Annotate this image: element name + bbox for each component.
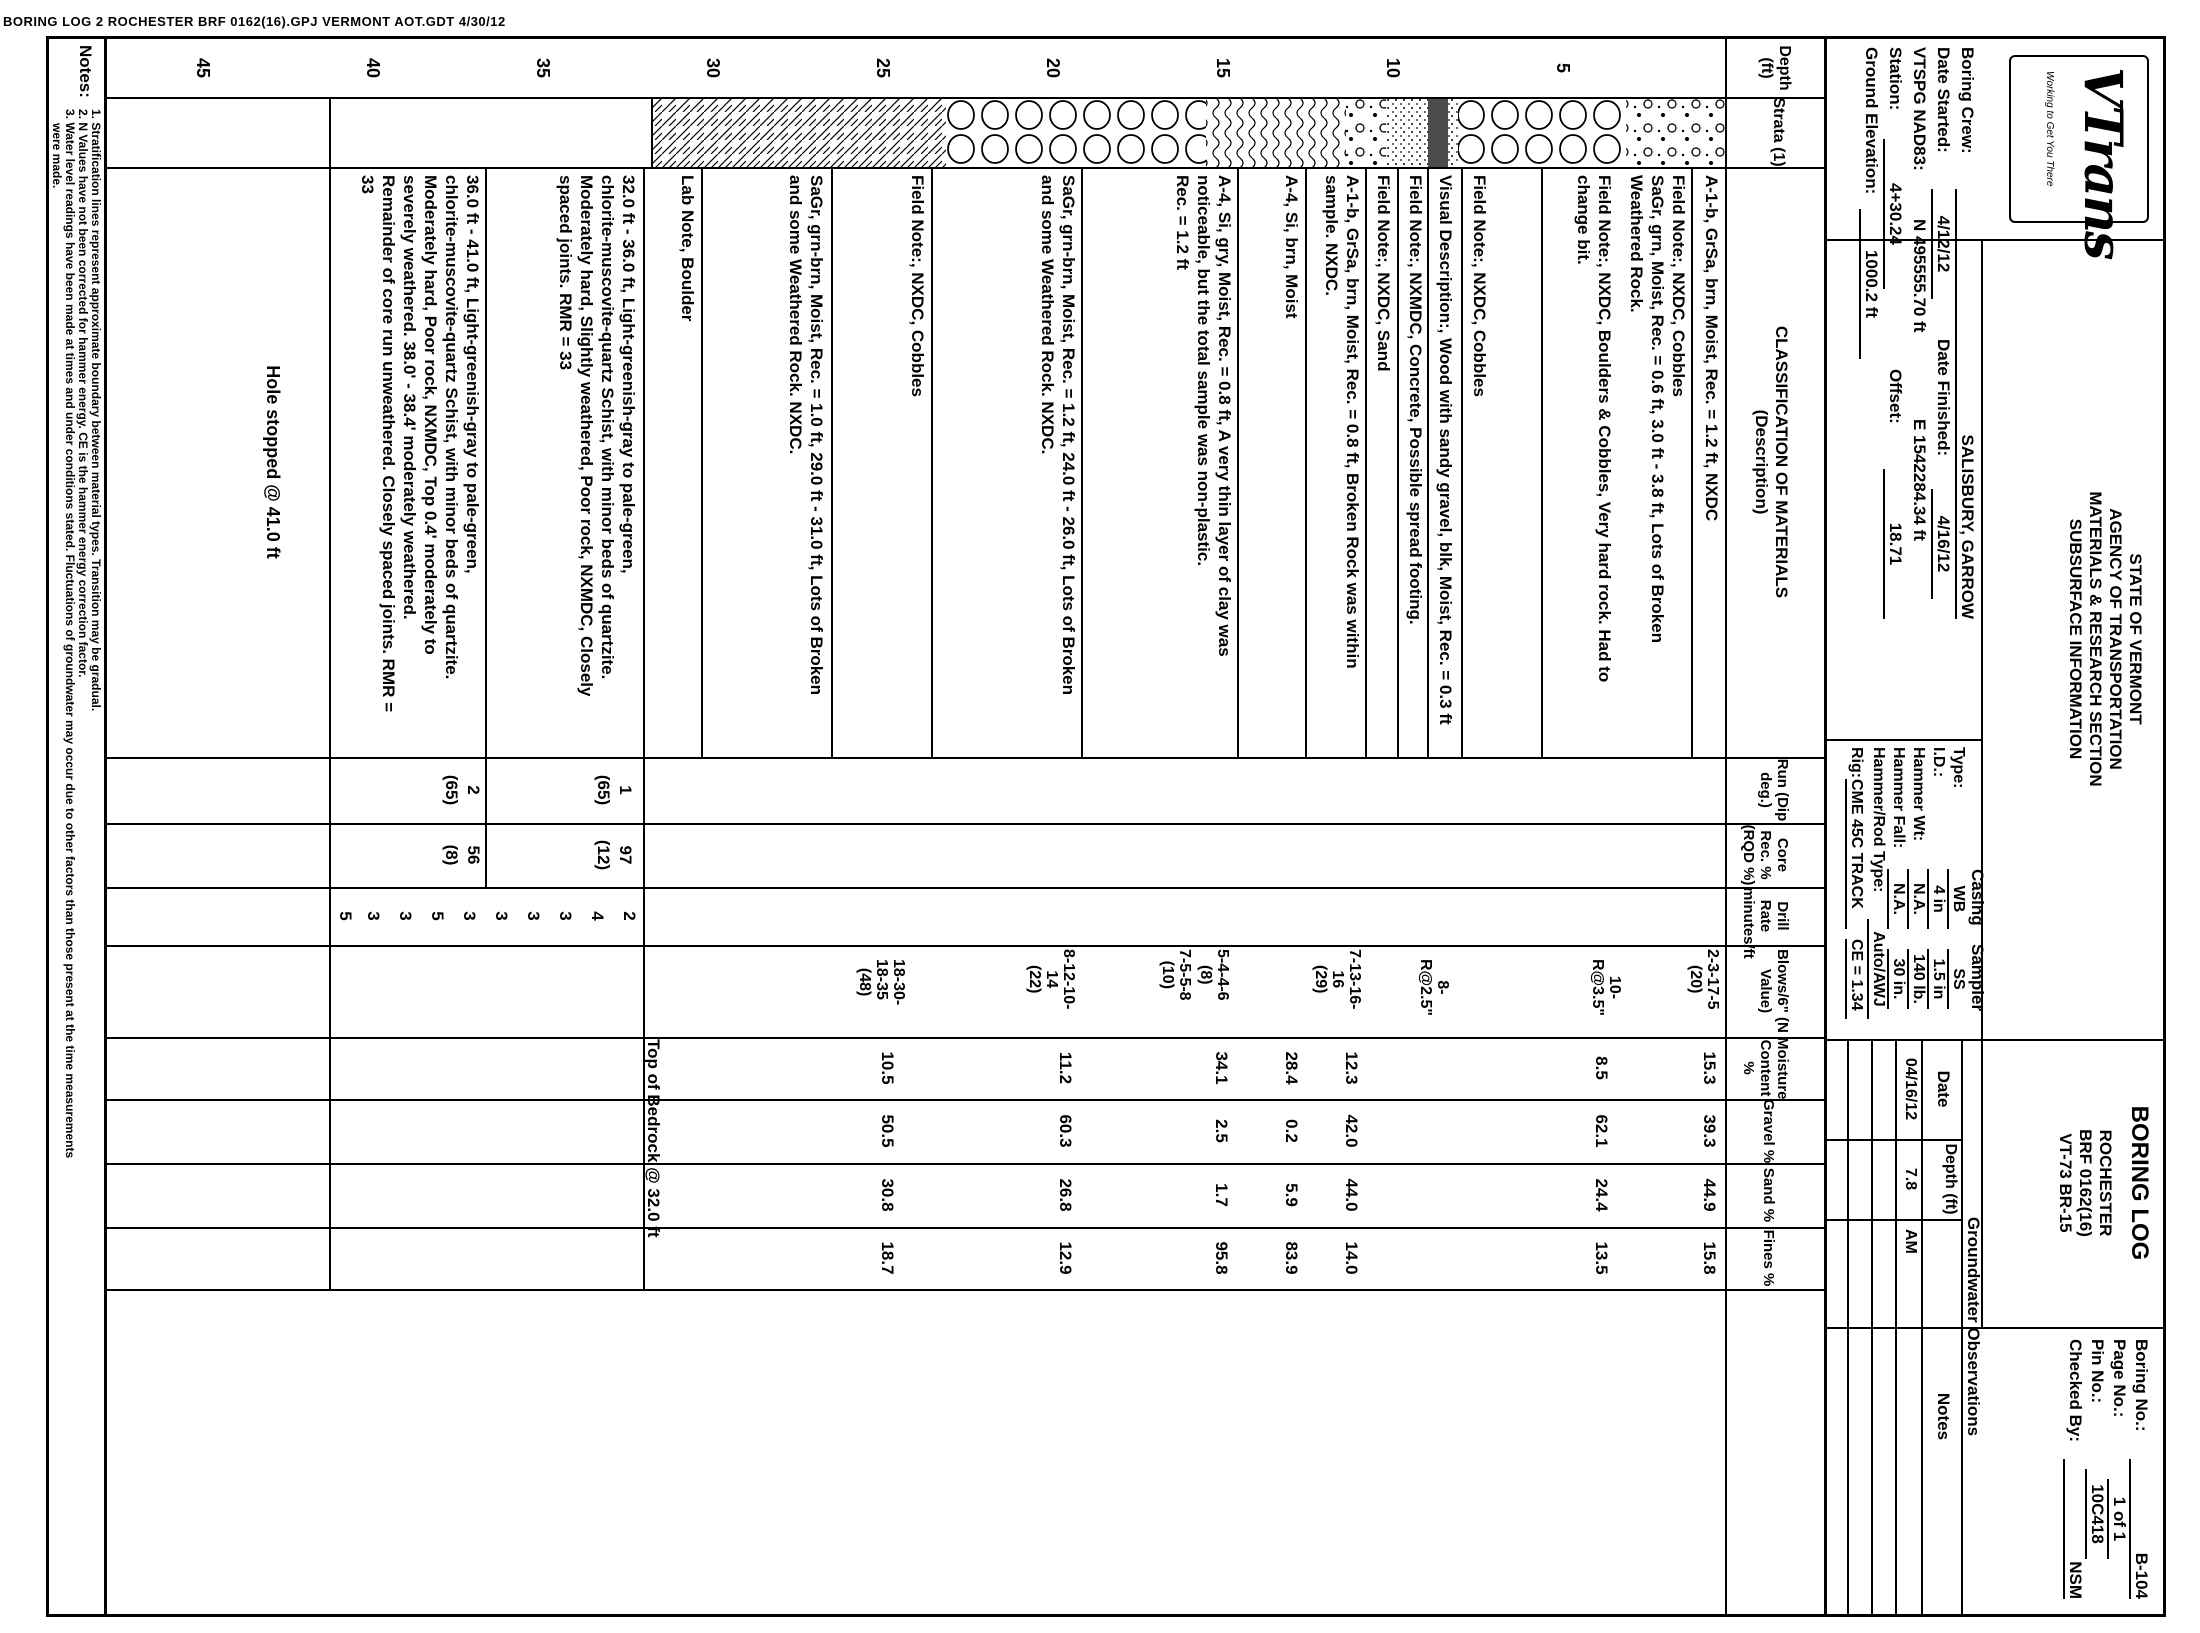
drill-rate-6: 3 — [460, 911, 479, 921]
hole-stopped-note: Hole stopped @ 41.0 ft — [263, 365, 283, 559]
vline-class — [107, 757, 1827, 759]
run-1-core: 97 — [616, 845, 635, 865]
sample-6-moisture: 34.1 — [1212, 1051, 1231, 1085]
desc-8-line-2: sample. NXDC. — [1322, 175, 1341, 296]
drill-rate-3: 3 — [556, 911, 575, 921]
gw-notes-value: AM — [1902, 1229, 1919, 1254]
description-11 — [1037, 175, 1079, 695]
col-depth-header: Depth (ft) — [1758, 45, 1793, 91]
northing-value: N 495555.70 ft — [1910, 219, 1929, 333]
desc-3-line-1: Field Note:, NXDC, Boulders & Cobbles, Very hard rock. Had to — [1595, 175, 1614, 683]
vline-strata — [107, 167, 1827, 169]
gw-depth-label: Depth (ft) — [1942, 1143, 1959, 1215]
desc-16-line-6: 33 — [358, 175, 377, 194]
sample-6-blows — [1197, 949, 1231, 1001]
drill-rate-4: 3 — [524, 911, 543, 921]
colhead-divider — [1725, 39, 1727, 1614]
pin-label: Pin No.: — [2088, 1339, 2107, 1404]
route-bridge: VT-73 BR-15 — [2056, 1133, 2075, 1233]
crew-value: SALISBURY, GARROW — [1955, 189, 1977, 619]
col-run-header: Run (Dip deg.) — [1757, 758, 1791, 822]
station-value: 4+30.24 — [1883, 139, 1905, 289]
date-finished-label: Date Finished: — [1934, 339, 1953, 457]
type-sampler: SS — [1947, 949, 1967, 1009]
col-fines-header: Fines % — [1760, 1229, 1777, 1287]
rig-value: CME 45C TRACK — [1845, 779, 1865, 929]
vtrans-logo — [2009, 55, 2149, 259]
desc-2-line-1: Field Note:, NXDC, Cobbles — [1669, 175, 1688, 397]
stratum-line-13 — [485, 167, 487, 757]
run-2-rqd: (8) — [442, 844, 461, 866]
description-3 — [1573, 175, 1615, 682]
header-vline-3 — [1827, 1327, 2163, 1329]
vline-fines — [107, 1289, 1827, 1291]
desc-15-line-2: chlorite-muscovite-quartz Schist, with minor beds of quartzite. — [598, 175, 617, 680]
description-12 — [907, 175, 927, 397]
stratum-line-8 — [1237, 167, 1239, 757]
col-strata-header: Strata (1) — [1770, 97, 1787, 167]
depth-tick-45: 45 — [193, 57, 213, 79]
sample-8-blow-last: 14 — [1043, 970, 1060, 989]
equip-vline — [1827, 739, 1983, 741]
description-14 — [677, 175, 697, 321]
sample-4-fines: 14.0 — [1342, 1241, 1361, 1275]
col-blows-header: Blows/6" (N Value) — [1757, 949, 1791, 1033]
sample-1-fines: 15.8 — [1700, 1241, 1719, 1275]
hole-end-line — [329, 97, 331, 1289]
depth-tick-15: 15 — [1213, 57, 1233, 79]
description-7 — [1373, 175, 1393, 371]
sample-4-blows — [1312, 949, 1363, 1009]
desc-10-line-1: A-4, Si, gry, Moist, Rec. = 0.8 ft, A very thin layer of clay was — [1215, 175, 1234, 657]
drill-rate-10: 5 — [336, 911, 355, 921]
desc-7-line-1: Field Note:, NXDC, Sand — [1374, 175, 1393, 372]
type-casing: WB — [1947, 869, 1967, 929]
sample-2-blow-counts: 10- — [1606, 975, 1623, 1000]
vline-drill — [107, 945, 1827, 947]
desc-13-line-2: and some Weathered Rock. NXDC. — [786, 175, 805, 455]
col-sand-header: Sand % — [1760, 1167, 1777, 1223]
drill-rate-1: 2 — [620, 911, 639, 921]
stratum-line-11 — [831, 167, 833, 757]
description-13 — [785, 175, 827, 695]
desc-13-line-1: SaGr, grn-brn, Moist, Rec. = 1.0 ft, 29.0 ft - 31.0 ft, Lots of Broken — [807, 175, 826, 696]
gw-date-value: 04/16/12 — [1902, 1057, 1919, 1121]
offset-value: 18.71 — [1883, 469, 1905, 619]
sample-9-fines: 18.7 — [878, 1241, 897, 1275]
drill-rate-2: 4 — [588, 911, 607, 921]
sample-6-gravel: 2.5 — [1212, 1119, 1231, 1143]
run-1-dip: (65) — [594, 774, 613, 806]
description-15 — [555, 175, 639, 696]
desc-11-line-2: and some Weathered Rock. NXDC. — [1038, 175, 1057, 455]
stratum-line-7 — [1305, 167, 1307, 757]
header-divider — [1824, 39, 1827, 1614]
sample-5-gravel: 0.2 — [1282, 1119, 1301, 1143]
pin-value: 10C418 — [2085, 1469, 2107, 1559]
col-class-header: CLASSIFICATION OF MATERIALS — [1772, 325, 1791, 599]
gw-row-line-2 — [1871, 1039, 1873, 1614]
gw-row-line-3 — [1847, 1039, 1849, 1614]
col-desc-header: (Description) — [1752, 409, 1771, 515]
sample-6-sand: 1.7 — [1212, 1183, 1231, 1207]
gw-date-label: Date — [1934, 1070, 1953, 1108]
desc-15-line-4: spaced joints. RMR = 33 — [556, 175, 575, 371]
notes-divider — [104, 39, 107, 1614]
description-2 — [1626, 175, 1689, 643]
desc-15-line-3: Moderately hard, Slightly weathered, Poor rock, NXMDC, Closely — [577, 175, 596, 697]
desc-2-line-2: SaGr, grn, Moist, Rec. = 0.6 ft, 3.0 ft - 3.8 ft, Lots of Broken — [1648, 175, 1667, 644]
depth-tick-20: 20 — [1043, 57, 1063, 79]
desc-16-line-2: chlorite-muscovite-quartz Schist, with minor beds of quartzite. — [442, 175, 461, 680]
stratum-line-2 — [1541, 167, 1543, 757]
page-no-value: 1 of 1 — [2107, 1479, 2129, 1559]
description-1 — [1701, 175, 1721, 521]
ground-elevation-value: 1000.2 ft — [1859, 209, 1881, 359]
note-3: 3. Water level readings have been made at times and under conditions stated. Fluctuations of groundwater may occur due to other factors than those present at the time measurements — [63, 109, 77, 1159]
run-2-core: 56 — [464, 845, 483, 865]
sample-4-sand: 44.0 — [1342, 1178, 1361, 1212]
desc-6-line-1: Field Note:, NXMDC, Concrete, Possible spread footing. — [1406, 175, 1425, 625]
stratum-line-5 — [1397, 167, 1399, 757]
vline-moist — [107, 1099, 1827, 1101]
depth-tick-10: 10 — [1383, 57, 1403, 79]
description-4 — [1469, 175, 1489, 397]
description-9 — [1281, 175, 1301, 319]
hammer-fall-label: Hammer Fall: — [1890, 747, 1907, 849]
date-started-value: 4/12/12 — [1931, 189, 1953, 299]
run-2-dip: (65) — [442, 774, 461, 806]
date-finished-value: 4/16/12 — [1931, 489, 1953, 599]
wt-sampler: 140 lb. — [1907, 949, 1927, 1009]
sample-4-moisture: 12.3 — [1342, 1051, 1361, 1085]
desc-4-line-1: Field Note:, NXDC, Cobbles — [1470, 175, 1489, 397]
sample-1-gravel: 39.3 — [1700, 1114, 1719, 1148]
stratum-line-9 — [1081, 167, 1083, 757]
sample-1-n-value: (20) — [1687, 965, 1704, 994]
sample-7-blow-counts: 7-5-5-8 — [1176, 949, 1193, 1001]
casing-label: Casing — [1968, 869, 1987, 926]
sampler-label: Sampler — [1968, 944, 1987, 1012]
fall-casing: N.A. — [1887, 869, 1907, 929]
id-casing: 4 in — [1927, 869, 1947, 929]
sample-2-sand: 24.4 — [1592, 1178, 1611, 1212]
rod-type-value: Auto/AWJ — [1867, 919, 1887, 1019]
wt-casing: N.A. — [1907, 869, 1927, 929]
top-of-bedrock-note: Top of Bedrock @ 32.0 ft — [644, 1039, 663, 1238]
gw-notes-label: Notes — [1934, 1392, 1953, 1441]
sample-8-blow-counts: 8-12-10- — [1060, 949, 1077, 1010]
town-name: ROCHESTER — [2096, 1129, 2115, 1237]
date-started-label: Date Started: — [1934, 47, 1953, 153]
id-label: I.D.: — [1930, 747, 1947, 778]
note-3-cont: were made. — [50, 123, 64, 189]
note-2: 2. N Values have not been corrected for hammer energy. CE is the hammer energy correction factor. — [76, 109, 90, 678]
sample-1-moisture: 15.3 — [1700, 1051, 1719, 1085]
stratum-line-12 — [701, 167, 703, 757]
sample-8-n-value: (22) — [1026, 965, 1043, 994]
sample-9-gravel: 50.5 — [878, 1114, 897, 1148]
boring-log-sheet — [46, 36, 2166, 1617]
sample-1-sand: 44.9 — [1700, 1178, 1719, 1212]
run-1-rqd: (12) — [594, 839, 613, 871]
sample-9-blow-counts: 18-30- — [890, 959, 907, 1006]
description-5 — [1435, 175, 1455, 725]
offset-label: Offset: — [1886, 369, 1905, 424]
sample-6-fines: 95.8 — [1212, 1241, 1231, 1275]
col-moisture-header: Moisture Content % — [1740, 1037, 1791, 1100]
checked-value: NSM — [2063, 1459, 2085, 1599]
sample-8-moisture: 11.2 — [1056, 1051, 1075, 1085]
desc-10-line-2: noticeable, but the total sample was non-plastic. — [1194, 175, 1213, 567]
run-2-number: 2 — [464, 785, 483, 795]
drill-rate-5: 3 — [492, 911, 511, 921]
depth-tick-40: 40 — [363, 57, 383, 79]
desc-5-line-1: Visual Description:, Wood with sandy gravel, blk, Moist, Rec. = 0.3 ft — [1436, 175, 1455, 725]
sample-8-gravel: 60.3 — [1056, 1114, 1075, 1148]
sample-5-moisture: 28.4 — [1282, 1051, 1301, 1085]
col-drill-header: Drill Rate minutes/ft — [1740, 887, 1791, 959]
sample-9-blow-last: 18-35 — [873, 959, 890, 1000]
logo-wordmark: VTrans — [2072, 67, 2133, 259]
sample-9-n-value: (48) — [856, 967, 873, 997]
sample-8-fines: 12.9 — [1056, 1241, 1075, 1275]
note-1: 1. Stratification lines represent approximate boundary between material types. Transition may be gradual. — [89, 109, 103, 712]
type-label: Type: — [1950, 747, 1967, 789]
vline-gravel — [107, 1163, 1827, 1165]
sample-4-blow-counts: 7-13-16- — [1346, 949, 1363, 1010]
sample-2-fines: 13.5 — [1592, 1241, 1611, 1275]
logo-tagline: Working to Get You There — [2044, 71, 2055, 187]
sample-7-blows — [1159, 949, 1193, 1001]
sample-3-blows — [1417, 959, 1451, 1016]
project-number: BRF 0162(16) — [2076, 1129, 2095, 1237]
sample-9-moisture: 10.5 — [878, 1051, 897, 1085]
file-header-strip: BORING LOG 2 ROCHESTER BRF 0162(16).GPJ VERMONT AOT.GDT 4/30/12 — [3, 14, 506, 29]
depth-tick-30: 30 — [703, 57, 723, 79]
sample-2-gravel: 62.1 — [1592, 1114, 1611, 1148]
sample-4-blow-last: 16 — [1329, 970, 1346, 989]
desc-9-line-1: A-4, Si, brn, Moist — [1282, 175, 1301, 319]
sample-1-blow-counts: 2-3-17-5 — [1704, 949, 1721, 1010]
description-10 — [1172, 175, 1235, 657]
desc-3-line-2: change bit. — [1574, 175, 1593, 265]
desc-16-line-4: severely weathered. 38.0' - 38.4' moderately weathered. — [400, 175, 419, 620]
nad-label: VTSPG NAD83: — [1910, 47, 1929, 171]
sample-9-sand: 30.8 — [878, 1178, 897, 1212]
description-6 — [1405, 175, 1425, 625]
stratum-line-1 — [1691, 167, 1693, 757]
agency-line-3: MATERIALS & RESEARCH SECTION — [2086, 491, 2105, 787]
depth-tick-25: 25 — [873, 57, 893, 79]
ce-value: CE = 1.34 — [1845, 939, 1865, 1019]
desc-16-line-1: 36.0 ft - 41.0 ft, Light-greenish-gray to pale-green, — [463, 175, 482, 574]
gw-row-line-1 — [1895, 1039, 1897, 1614]
desc-2-line-3: Weathered Rock. — [1627, 175, 1646, 313]
rig-label: Rig: — [1848, 747, 1865, 779]
sample-8-blows — [1026, 949, 1077, 1009]
desc-15-line-1: 32.0 ft - 36.0 ft, Light-greenish-gray to pale-green, — [619, 175, 638, 574]
agency-line-4: SUBSURFACE INFORMATION — [2066, 518, 2085, 760]
vline-sand — [107, 1227, 1827, 1229]
strata-column — [106, 98, 1726, 167]
desc-1-line-1: A-1-b, GrSa, brn, Moist, Rec. = 1.2 ft, NXDC — [1702, 175, 1721, 522]
desc-16-line-5: Remainder of core run unweathered. Closely spaced joints. RMR = — [379, 175, 398, 713]
run-1-number: 1 — [616, 785, 635, 795]
description-8 — [1321, 175, 1363, 669]
desc-11-line-1: SaGr, grn-brn, Moist, Rec. = 1.2 ft, 24.0 ft - 26.0 ft, Lots of Broken — [1059, 175, 1078, 696]
desc-14-line-1: Lab Note, Boulder — [678, 175, 697, 322]
sample-1-blows — [1687, 949, 1721, 1009]
sample-2-refusal: R@3.5" — [1589, 959, 1606, 1016]
sample-2-moisture: 8.5 — [1592, 1056, 1611, 1080]
sample-7-n-value: (10) — [1159, 960, 1176, 990]
gw-divider-1 — [1961, 1039, 1963, 1614]
depth-tick-5: 5 — [1553, 62, 1573, 73]
gw-divider-2 — [1921, 1039, 1923, 1614]
easting-value: E 1542284.34 ft — [1910, 419, 1929, 541]
sample-6-blow-counts: 5-4-4-6 — [1214, 949, 1231, 1001]
vline-run — [107, 823, 1827, 825]
fall-sampler: 30 in. — [1887, 949, 1907, 1009]
run-divider — [485, 757, 487, 887]
log-title: BORING LOG — [2126, 1105, 2153, 1261]
sample-8-sand: 26.8 — [1056, 1178, 1075, 1212]
desc-10-line-3: Rec. = 1.2 ft — [1173, 175, 1192, 270]
sample-9-blows — [856, 959, 907, 1005]
stratum-line-4 — [1427, 167, 1429, 757]
agency-line-2: AGENCY OF TRANSPORTATION — [2106, 508, 2125, 770]
drill-rate-7: 5 — [428, 911, 447, 921]
sample-4-gravel: 42.0 — [1342, 1114, 1361, 1148]
station-label: Station: — [1886, 47, 1905, 111]
groundwater-title: Groundwater Observations — [1964, 1216, 1983, 1437]
drill-rate-9: 3 — [364, 911, 383, 921]
desc-16-line-3: Moderately hard, Poor rock, NXMDC, Top 0.4' moderately to — [421, 175, 440, 655]
depth-tick-35: 35 — [533, 57, 553, 79]
vline-blows — [107, 1037, 1827, 1039]
desc-12-line-1: Field Note:, NXDC, Cobbles — [908, 175, 927, 397]
sample-3-blow-counts: 8- — [1434, 980, 1451, 995]
sample-6-n-value: (8) — [1197, 965, 1214, 985]
rod-type-label: Hammer/Rod Type: — [1870, 747, 1887, 893]
desc-8-line-1: A-1-b, GrSa, brn, Moist, Rec. = 0.8 ft, Broken Rock was within — [1343, 175, 1362, 669]
notes-label: Notes: — [76, 45, 95, 98]
sample-5-sand: 5.9 — [1282, 1183, 1301, 1207]
checked-label: Checked By: — [2066, 1339, 2085, 1442]
col-gravel-header: Gravel % — [1760, 1099, 1777, 1164]
crew-label: Boring Crew: — [1958, 47, 1977, 154]
ground-elevation-label: Ground Elevation: — [1862, 47, 1881, 195]
description-16 — [357, 175, 483, 712]
stratum-line-10 — [931, 167, 933, 757]
drill-rate-8: 3 — [396, 911, 415, 921]
stratum-line-3 — [1461, 167, 1463, 757]
hammer-wt-label: Hammer Wt: — [1910, 747, 1927, 842]
sample-2-blows — [1589, 959, 1623, 1016]
col-core-header: Core Rec. % (RQD %) — [1740, 824, 1791, 886]
boring-no-value: B-104 — [2129, 1459, 2151, 1599]
gw-depth-value: 7.8 — [1902, 1167, 1919, 1191]
stratum-line-6 — [1365, 167, 1367, 757]
id-sampler: 1.5 in — [1927, 949, 1947, 1009]
sample-4-n-value: (29) — [1312, 965, 1329, 994]
sample-3-refusal: R@2.5" — [1417, 959, 1434, 1016]
agency-line-1: STATE OF VERMONT — [2126, 553, 2145, 725]
page-no-label: Page No.: — [2110, 1339, 2129, 1418]
boring-no-label: Boring No.: — [2132, 1339, 2151, 1432]
sample-5-fines: 83.9 — [1282, 1241, 1301, 1275]
